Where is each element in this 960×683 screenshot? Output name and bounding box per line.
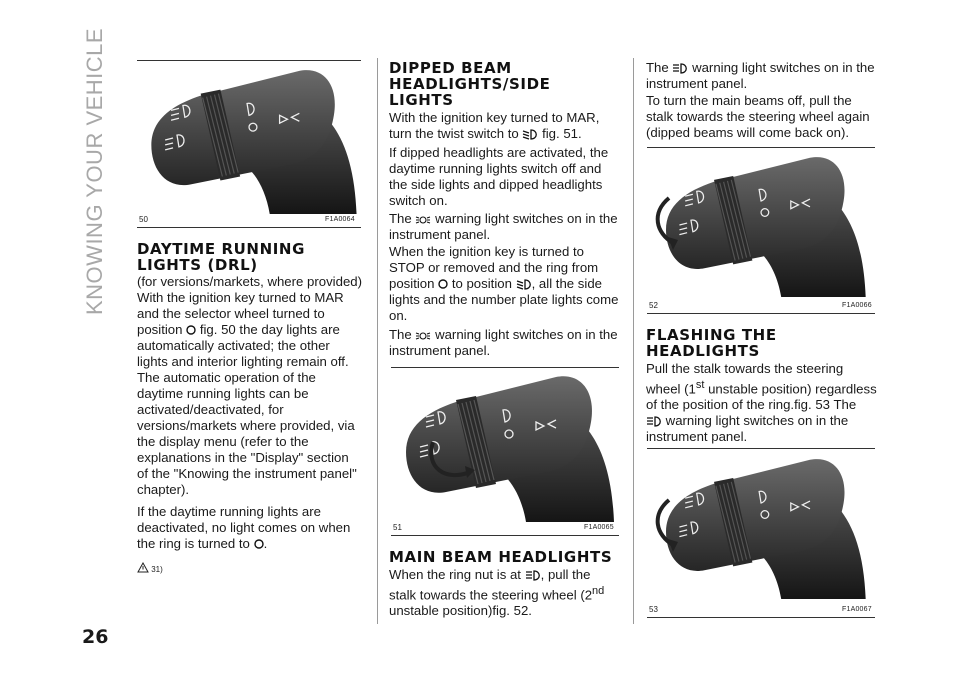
side-lights-icon — [415, 331, 431, 341]
drl-text: (for versions/markets, where provided) With the ignition key turned to MAR and the selector wheel turned to position fig. 50 the day lights are automatically activated; the other lights and interior lighting remain off. The automatic operation of the daytime running lights can be activated/deactivated, for versions/markets where provided, via the display menu (refer to the explanations in the "Display" section of the "Knowing the instrument panel" chapter). — [137, 274, 362, 497]
page-number: 26 — [82, 626, 109, 648]
off-position-icon — [186, 324, 196, 336]
main-beam-text-2: The warning light switches on in the instrument panel. — [646, 60, 875, 91]
column-divider — [377, 58, 378, 624]
figure-rule — [137, 227, 361, 228]
figure-number: 52 — [649, 301, 658, 310]
section-heading-flashing: FLASHING THE HEADLIGHTS — [646, 326, 777, 360]
main-beam-icon — [646, 415, 662, 427]
dipped-text-3: The warning light switches on in the instrument panel. — [389, 211, 618, 242]
figure-number: 51 — [393, 523, 402, 532]
off-position-icon — [438, 278, 448, 290]
figure-code: F1A0064 — [325, 216, 355, 223]
figure-number: 53 — [649, 605, 658, 614]
figure-number: 50 — [139, 215, 148, 224]
figure-rule — [647, 448, 875, 449]
main-beam-text-3: To turn the main beams off, pull the stalk towards the steering wheel again (dipped beams will come back on). — [646, 93, 870, 140]
figure-52-stalk-image — [651, 153, 873, 297]
flashing-text: Pull the stalk towards the steering wheel (1st unstable position) regardless of the position of the ring.fig. 53 The warning light switches on in the instrument panel. — [646, 361, 877, 445]
dipped-text-2: If dipped headlights are activated, the daytime running lights switch off and the side lights and dipped headlights switch on. — [389, 145, 609, 208]
side-lights-icon — [415, 215, 431, 225]
warning-triangle-icon — [137, 562, 149, 573]
figure-53-stalk-image — [651, 455, 873, 599]
drl-text-2: If the daytime running lights are deactivated, no light comes on when the ring is turned to . — [137, 504, 351, 551]
section-heading-drl: DAYTIME RUNNING LIGHTS (DRL) — [137, 240, 305, 274]
figure-rule — [647, 313, 875, 314]
main-beam-icon — [525, 569, 541, 581]
figure-rule — [391, 367, 619, 368]
dipped-beam-icon — [522, 128, 538, 140]
figure-rule — [391, 535, 619, 536]
dipped-beam-icon — [516, 278, 532, 290]
column-divider — [633, 58, 634, 624]
figure-code: F1A0067 — [842, 606, 872, 613]
dipped-text-5: The warning light switches on in the instrument panel. — [389, 327, 618, 358]
figure-code: F1A0065 — [584, 524, 614, 531]
section-heading-dipped-beam: DIPPED BEAM HEADLIGHTS/SIDE LIGHTS — [389, 59, 551, 109]
figure-rule — [137, 60, 361, 61]
section-heading-main-beam: MAIN BEAM HEADLIGHTS — [389, 548, 613, 566]
main-beam-text-1: When the ring nut is at , pull the stalk towards the steering wheel (2nd unstable position)fig. 52. — [389, 567, 605, 619]
dipped-text-4: When the ignition key is turned to STOP or removed and the ring from position to position , all the side lights and the number plate lights come on. — [389, 244, 619, 323]
figure-rule — [647, 147, 875, 148]
figure-50-stalk-image — [140, 66, 360, 214]
dipped-text-1: With the ignition key turned to MAR, turn the twist switch to fig. 51. — [389, 110, 600, 141]
off-position-icon — [254, 538, 264, 550]
figure-51-stalk-image — [395, 372, 617, 522]
figure-code: F1A0066 — [842, 302, 872, 309]
warning-reference: 31) — [137, 562, 163, 574]
figure-rule — [647, 617, 875, 618]
main-beam-icon — [672, 62, 688, 74]
